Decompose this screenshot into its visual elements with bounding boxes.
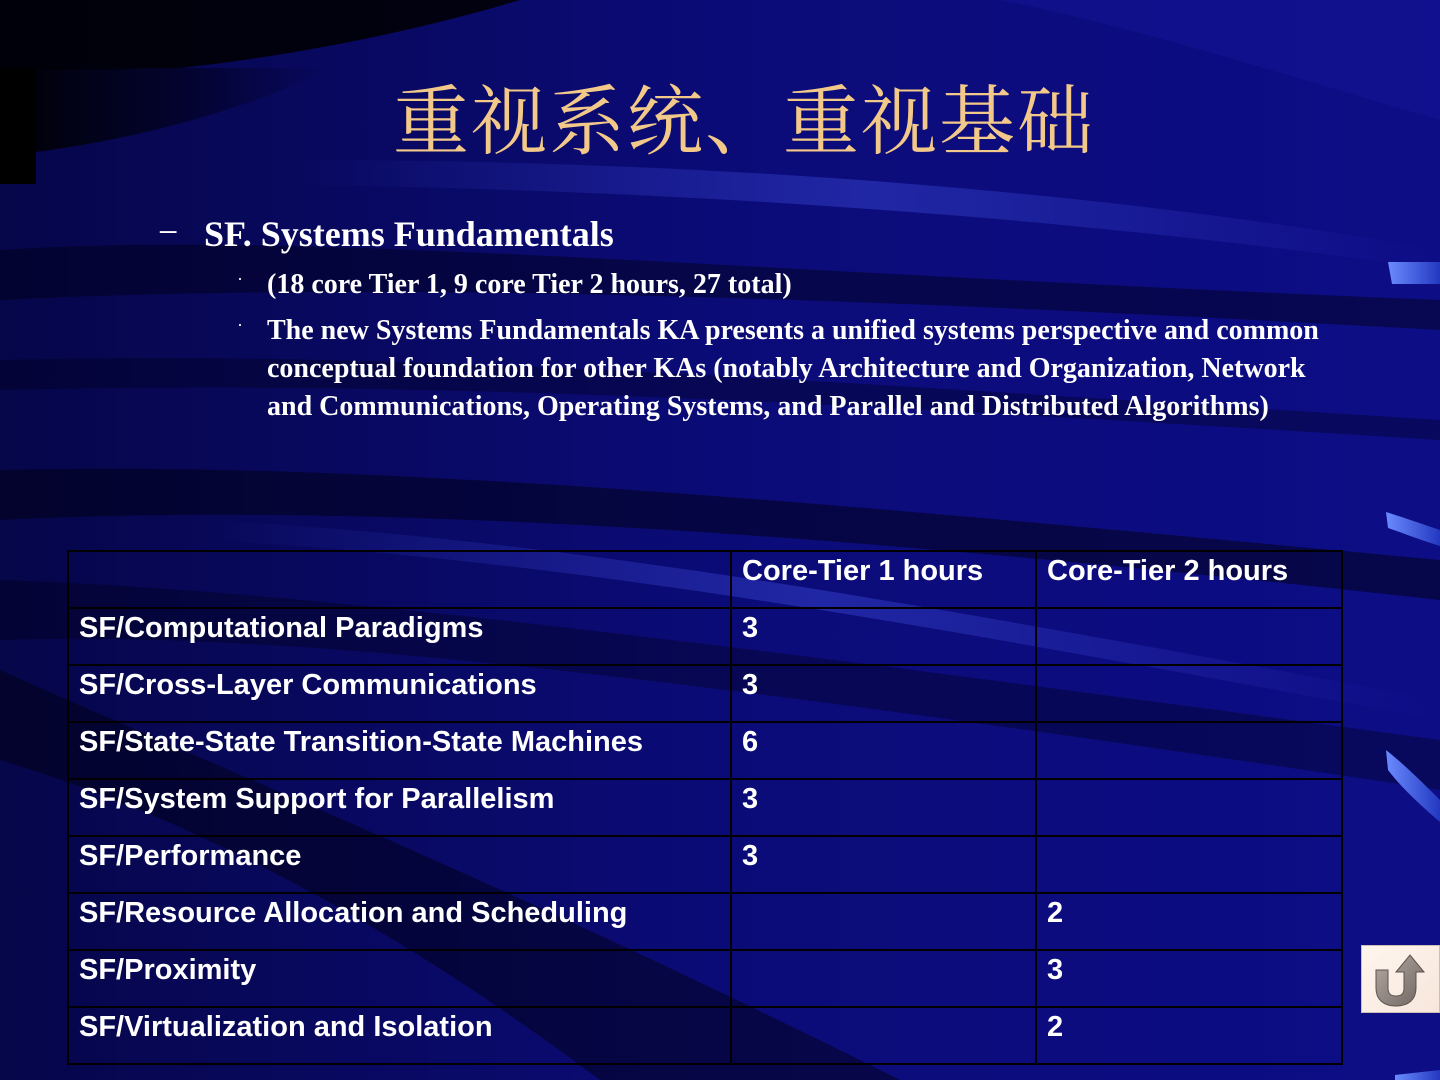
section-heading: [158, 210, 1358, 258]
knowledge-unit-cell: SF/Cross-Layer Communications: [68, 665, 731, 722]
table-row: [68, 1007, 1342, 1064]
tier1-hours-cell: [731, 950, 1036, 1007]
bullet-item: [237, 312, 1347, 426]
bullet-text: The new Systems Fundamentals KA presents a unified systems perspective and common conceptual foundation for other KAs (notably Architecture and Organization, Network and Communications, Operating Systems, and Parallel and Distributed Algorithms): [267, 315, 1319, 422]
knowledge-unit-cell: SF/Performance: [68, 836, 731, 893]
hours-table: [67, 550, 1343, 1065]
bullet-text: (18 core Tier 1, 9 core Tier 2 hours, 27 total): [267, 269, 792, 300]
table-header-cell: Core-Tier 2 hours: [1036, 551, 1342, 608]
table-row: [68, 779, 1342, 836]
tier1-hours-cell: 6: [731, 722, 1036, 779]
tier2-hours-cell: [1036, 779, 1342, 836]
table-header-row: [68, 551, 1342, 608]
dot-bullet: ·: [237, 269, 243, 289]
knowledge-unit-cell: SF/System Support for Parallelism: [68, 779, 731, 836]
table-row: [68, 836, 1342, 893]
tier1-hours-cell: [731, 893, 1036, 950]
tier2-hours-cell: 2: [1036, 893, 1342, 950]
table-header-cell: Core-Tier 1 hours: [731, 551, 1036, 608]
section-heading-text: SF. Systems Fundamentals: [204, 214, 614, 254]
tier1-hours-cell: 3: [731, 779, 1036, 836]
knowledge-unit-cell: SF/Computational Paradigms: [68, 608, 731, 665]
knowledge-unit-cell: SF/Virtualization and Isolation: [68, 1007, 731, 1064]
table-row: [68, 722, 1342, 779]
table-header-cell: [68, 551, 731, 608]
table-row: [68, 608, 1342, 665]
tier1-hours-cell: [731, 1007, 1036, 1064]
tier2-hours-cell: [1036, 665, 1342, 722]
table-row: [68, 893, 1342, 950]
knowledge-unit-cell: SF/State-State Transition-State Machines: [68, 722, 731, 779]
knowledge-unit-cell: SF/Proximity: [68, 950, 731, 1007]
tier1-hours-cell: 3: [731, 665, 1036, 722]
return-arrow-icon: [1362, 946, 1440, 1014]
tier2-hours-cell: 2: [1036, 1007, 1342, 1064]
tier1-hours-cell: 3: [731, 836, 1036, 893]
table-row: [68, 665, 1342, 722]
tier2-hours-cell: [1036, 608, 1342, 665]
dot-bullet: ·: [237, 315, 243, 335]
slide-outline: [158, 210, 1358, 426]
knowledge-unit-cell: SF/Resource Allocation and Scheduling: [68, 893, 731, 950]
tier2-hours-cell: [1036, 836, 1342, 893]
return-button[interactable]: [1361, 945, 1440, 1013]
tier2-hours-cell: [1036, 722, 1342, 779]
dash-bullet: −: [158, 212, 179, 252]
bullet-item: [237, 266, 1347, 304]
tier1-hours-cell: 3: [731, 608, 1036, 665]
slide-title: 重视系统、重视基础: [393, 77, 1095, 166]
table-row: [68, 950, 1342, 1007]
tier2-hours-cell: 3: [1036, 950, 1342, 1007]
